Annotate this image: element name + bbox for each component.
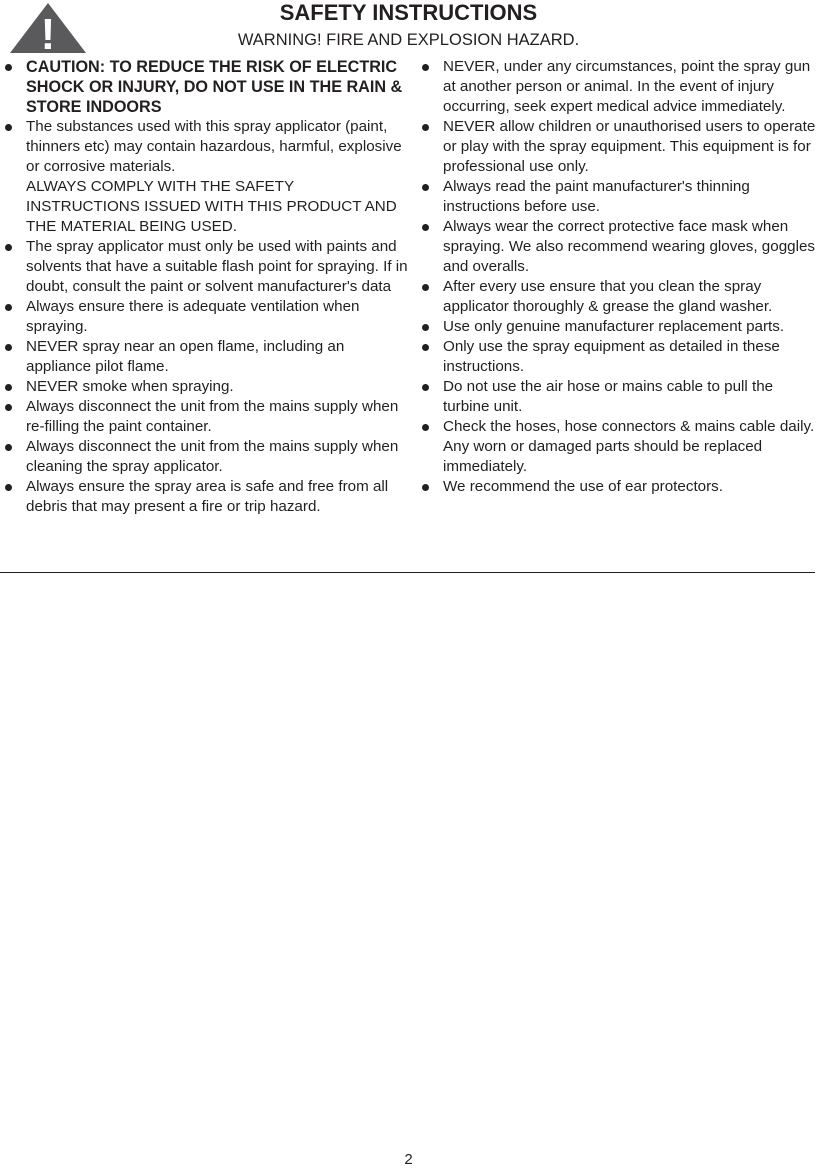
list-item: After every use ensure that you clean the spray applicator thoroughly & grease the gland washer. (421, 277, 817, 317)
list-item: Always wear the correct protective face mask when spraying. We also recommend wearing gloves, goggles and overalls. (421, 217, 817, 277)
left-safety-list (4, 57, 408, 517)
page-subtitle: WARNING! FIRE AND EXPLOSION HAZARD. (237, 31, 580, 49)
warning-exclamation-icon (8, 2, 88, 54)
caution-item: CAUTION: TO REDUCE THE RISK OF ELECTRIC SHOCK OR INJURY, DO NOT USE IN THE RAIN & STORE INDOORS (4, 57, 408, 117)
page-number: 2 (404, 1151, 413, 1168)
list-item-extra-text: ALWAYS COMPLY WITH THE SAFETY INSTRUCTIONS ISSUED WITH THIS PRODUCT AND THE MATERIAL BEING USED. (26, 178, 397, 235)
list-item: Always ensure the spray area is safe and free from all debris that may present a fire or trip hazard. (4, 477, 408, 517)
list-item: NEVER, under any circumstances, point the spray gun at another person or animal. In the event of injury occurring, seek expert medical advice immediately. (421, 57, 817, 117)
section-divider (0, 572, 815, 573)
list-item: Only use the spray equipment as detailed in these instructions. (421, 337, 817, 377)
list-item: Always read the paint manufacturer's thinning instructions before use. (421, 177, 817, 217)
list-item-text: The substances used with this spray applicator (paint, thinners etc) may contain hazardous, harmful, explosive or corrosive materials. (26, 118, 402, 175)
list-item: NEVER allow children or unauthorised users to operate or play with the spray equipment. This equipment is for professional use only. (421, 117, 817, 177)
list-item: Use only genuine manufacturer replacement parts. (421, 317, 817, 337)
page-title: SAFETY INSTRUCTIONS (279, 0, 538, 25)
list-item: NEVER spray near an open flame, including an appliance pilot flame. (4, 337, 408, 377)
list-item: We recommend the use of ear protectors. (421, 477, 817, 497)
list-item: NEVER smoke when spraying. (4, 377, 408, 397)
list-item (4, 117, 408, 237)
list-item: The spray applicator must only be used with paints and solvents that have a suitable flash point for spraying. If in doubt, consult the paint or solvent manufacturer's data (4, 237, 408, 297)
warning-exclamation-glyph: ! (40, 10, 56, 54)
list-item: Always disconnect the unit from the mains supply when cleaning the spray applicator. (4, 437, 408, 477)
list-item: Do not use the air hose or mains cable to pull the turbine unit. (421, 377, 817, 417)
list-item: Always ensure there is adequate ventilation when spraying. (4, 297, 408, 337)
list-item: Always disconnect the unit from the mains supply when re-filling the paint container. (4, 397, 408, 437)
right-safety-list (421, 57, 817, 497)
list-item: Check the hoses, hose connectors & mains cable daily. Any worn or damaged parts should be replaced immediately. (421, 417, 817, 477)
